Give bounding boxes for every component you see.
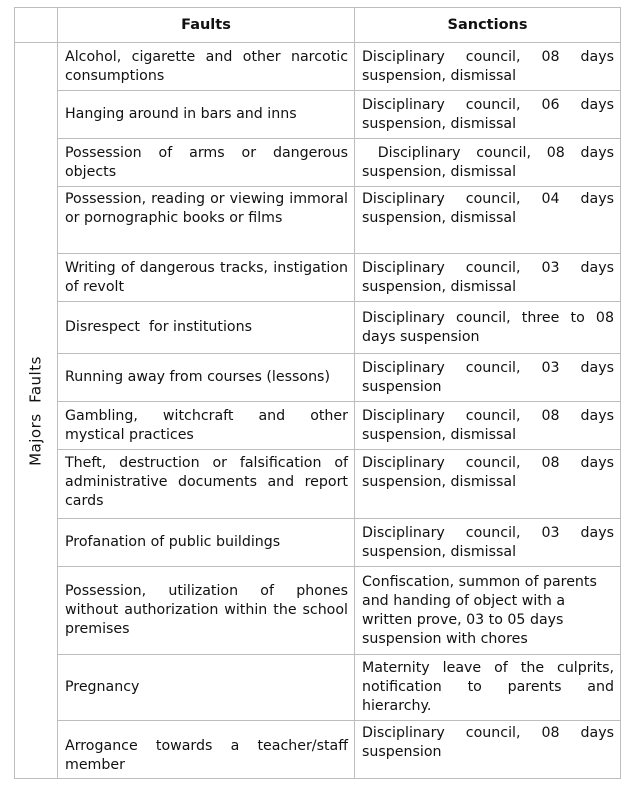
table-row (15, 450, 621, 519)
table-row (15, 567, 621, 655)
sanction-cell: Disciplinary council, 03 days suspension, dismissal (355, 254, 621, 302)
fault-cell: Possession of arms or dangerous objects (58, 139, 355, 187)
table-row (15, 721, 621, 779)
faults-sanctions-table (14, 7, 621, 779)
fault-cell: Theft, destruction or falsification of administrative documents and report cards (58, 450, 355, 519)
sanction-cell: Disciplinary council, 06 days suspension, dismissal (355, 91, 621, 139)
table-row (15, 519, 621, 567)
fault-cell: Arrogance towards a teacher/staff member (58, 721, 355, 779)
sanction-cell: Disciplinary council, 08 days suspension, dismissal (355, 450, 621, 519)
table-row (15, 354, 621, 402)
sanction-cell: Disciplinary council, 08 days suspension (355, 721, 621, 779)
fault-cell: Gambling, witchcraft and other mystical practices (58, 402, 355, 450)
category-label: Majors Faults (26, 355, 45, 466)
table-row (15, 402, 621, 450)
sanction-cell: Disciplinary council, three to 08 days suspension (355, 302, 621, 354)
table-row (15, 139, 621, 187)
sanction-cell: Confiscation, summon of parents and handing of object with a written prove, 03 to 05 days suspension with chores (355, 567, 621, 655)
table-row (15, 254, 621, 302)
table-row (15, 43, 621, 91)
fault-cell: Pregnancy (58, 655, 355, 721)
table-row (15, 302, 621, 354)
fault-cell: Possession, utilization of phones without authorization within the school premises (58, 567, 355, 655)
fault-cell: Profanation of public buildings (58, 519, 355, 567)
header-sanctions: Sanctions (355, 8, 621, 43)
fault-cell: Alcohol, cigarette and other narcotic consumptions (58, 43, 355, 91)
fault-cell: Running away from courses (lessons) (58, 354, 355, 402)
table-row (15, 187, 621, 254)
header-category (15, 8, 58, 43)
table-row (15, 655, 621, 721)
fault-cell: Possession, reading or viewing immoral or pornographic books or films (58, 187, 355, 254)
category-cell (15, 43, 58, 779)
sanction-cell: Disciplinary council, 03 days suspension, dismissal (355, 519, 621, 567)
sanction-cell: Disciplinary council, 08 days suspension, dismissal (355, 402, 621, 450)
sanction-cell: Disciplinary council, 03 days suspension (355, 354, 621, 402)
fault-cell: Writing of dangerous tracks, instigation of revolt (58, 254, 355, 302)
sanction-cell: Maternity leave of the culprits, notification to parents and hierarchy. (355, 655, 621, 721)
sanction-cell: Disciplinary council, 08 days suspension, dismissal (355, 43, 621, 91)
table-row (15, 91, 621, 139)
header-row (15, 8, 621, 43)
sanction-cell: Disciplinary council, 04 days suspension, dismissal (355, 187, 621, 254)
sanction-cell: Disciplinary council, 08 days suspension, dismissal (355, 139, 621, 187)
header-faults: Faults (58, 8, 355, 43)
fault-cell: Disrespect for institutions (58, 302, 355, 354)
fault-cell: Hanging around in bars and inns (58, 91, 355, 139)
